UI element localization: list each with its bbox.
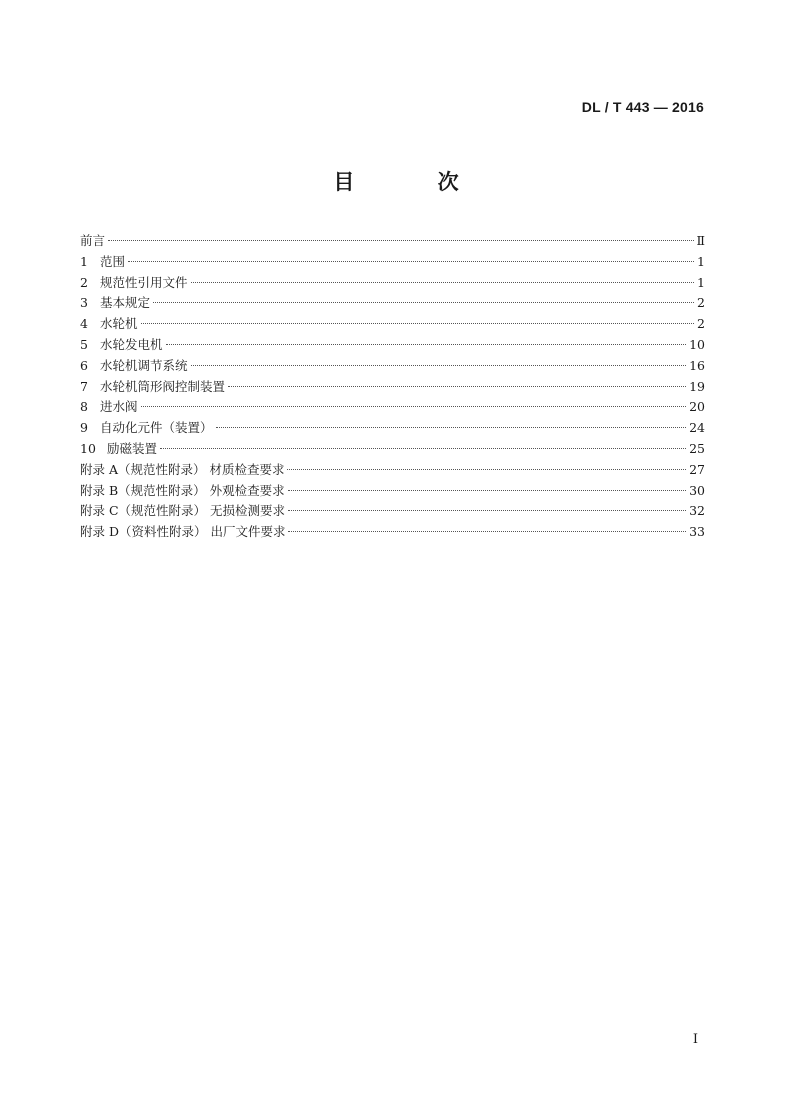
toc-dot-leader [108,240,693,241]
toc-entry-page: 19 [689,378,705,394]
toc-entry-title: 范围 [100,253,126,269]
toc-entry-page: 24 [689,420,705,436]
toc-entry[interactable] [80,335,705,356]
toc-entry[interactable] [80,439,705,460]
toc-dot-leader [141,406,687,407]
toc-entry[interactable] [80,273,705,294]
toc-dot-leader [191,282,695,283]
toc-dot-leader [288,510,686,511]
toc-entry-title: 规范性引用文件 [100,274,188,290]
toc-entry-title: 水轮机调节系统 [100,357,188,373]
toc-entry-number: 6 [80,357,88,373]
page-number: I [692,1032,698,1047]
toc-entry-title: 前言 [80,233,106,248]
toc-entry-number: 9 [80,420,88,436]
toc-entry-title: 附录 A（规范性附录） 材质检查要求 [80,461,285,477]
toc-entry-page: 1 [697,253,705,269]
toc-list [80,231,705,543]
toc-dot-leader [153,302,694,303]
toc-entry-number: 10 [80,440,96,456]
toc-dot-leader [128,261,694,262]
toc-entry-title: 进水阀 [100,399,138,415]
toc-entry-number: 8 [80,399,88,415]
toc-entry[interactable] [80,397,705,418]
toc-entry[interactable] [80,252,705,273]
toc-title: 目 次 [333,170,497,194]
toc-entry[interactable] [80,481,705,502]
toc-entry-page: 27 [689,461,705,477]
toc-entry[interactable] [80,522,705,543]
toc-entry-page: 30 [689,482,705,498]
toc-entry-number: 1 [80,253,88,269]
toc-dot-leader [228,386,686,387]
toc-entry-page: 25 [689,440,705,456]
toc-entry-page: Ⅱ [696,233,705,248]
toc-entry-page: 2 [697,316,705,332]
toc-entry-title: 基本规定 [100,295,151,311]
toc-entry-title: 励磁装置 [107,440,158,456]
toc-entry[interactable] [80,231,705,252]
toc-dot-leader [166,344,687,345]
toc-entry[interactable] [80,460,705,481]
toc-entry[interactable] [80,418,705,439]
toc-dot-leader [191,365,687,366]
toc-entry-page: 2 [697,295,705,311]
toc-entry-number: 2 [80,274,88,290]
toc-entry-page: 32 [689,503,705,519]
toc-dot-leader [141,323,695,324]
toc-dot-leader [160,448,686,449]
toc-entry[interactable] [80,314,705,335]
toc-entry-number: 7 [80,378,88,394]
toc-entry-title: 水轮机筒形阀控制装置 [100,378,226,394]
toc-entry-title: 自动化元件（装置） [100,420,213,436]
toc-entry[interactable] [80,377,705,398]
toc-entry-title: 附录 C（规范性附录） 无损检测要求 [80,503,286,519]
toc-entry-title: 水轮机 [100,316,138,332]
toc-entry-page: 16 [689,357,705,373]
toc-dot-leader [288,531,686,532]
standard-code: DL / T 443 — 2016 [581,99,704,115]
toc-entry[interactable] [80,293,705,314]
toc-entry-page: 10 [689,336,705,352]
toc-entry-number: 3 [80,295,88,311]
toc-entry-title: 附录 D（资料性附录） 出厂文件要求 [80,524,286,540]
toc-entry[interactable] [80,501,705,522]
toc-entry-page: 20 [689,399,705,415]
toc-entry-number: 5 [80,336,88,352]
toc-dot-leader [287,469,686,470]
toc-entry-page: 1 [697,274,705,290]
toc-dot-leader [216,427,687,428]
toc-entry[interactable] [80,356,705,377]
toc-dot-leader [288,490,686,491]
toc-entry-number: 4 [80,316,88,332]
toc-entry-title: 水轮发电机 [100,336,163,352]
toc-entry-title: 附录 B（规范性附录） 外观检查要求 [80,482,285,498]
toc-entry-page: 33 [689,524,705,540]
